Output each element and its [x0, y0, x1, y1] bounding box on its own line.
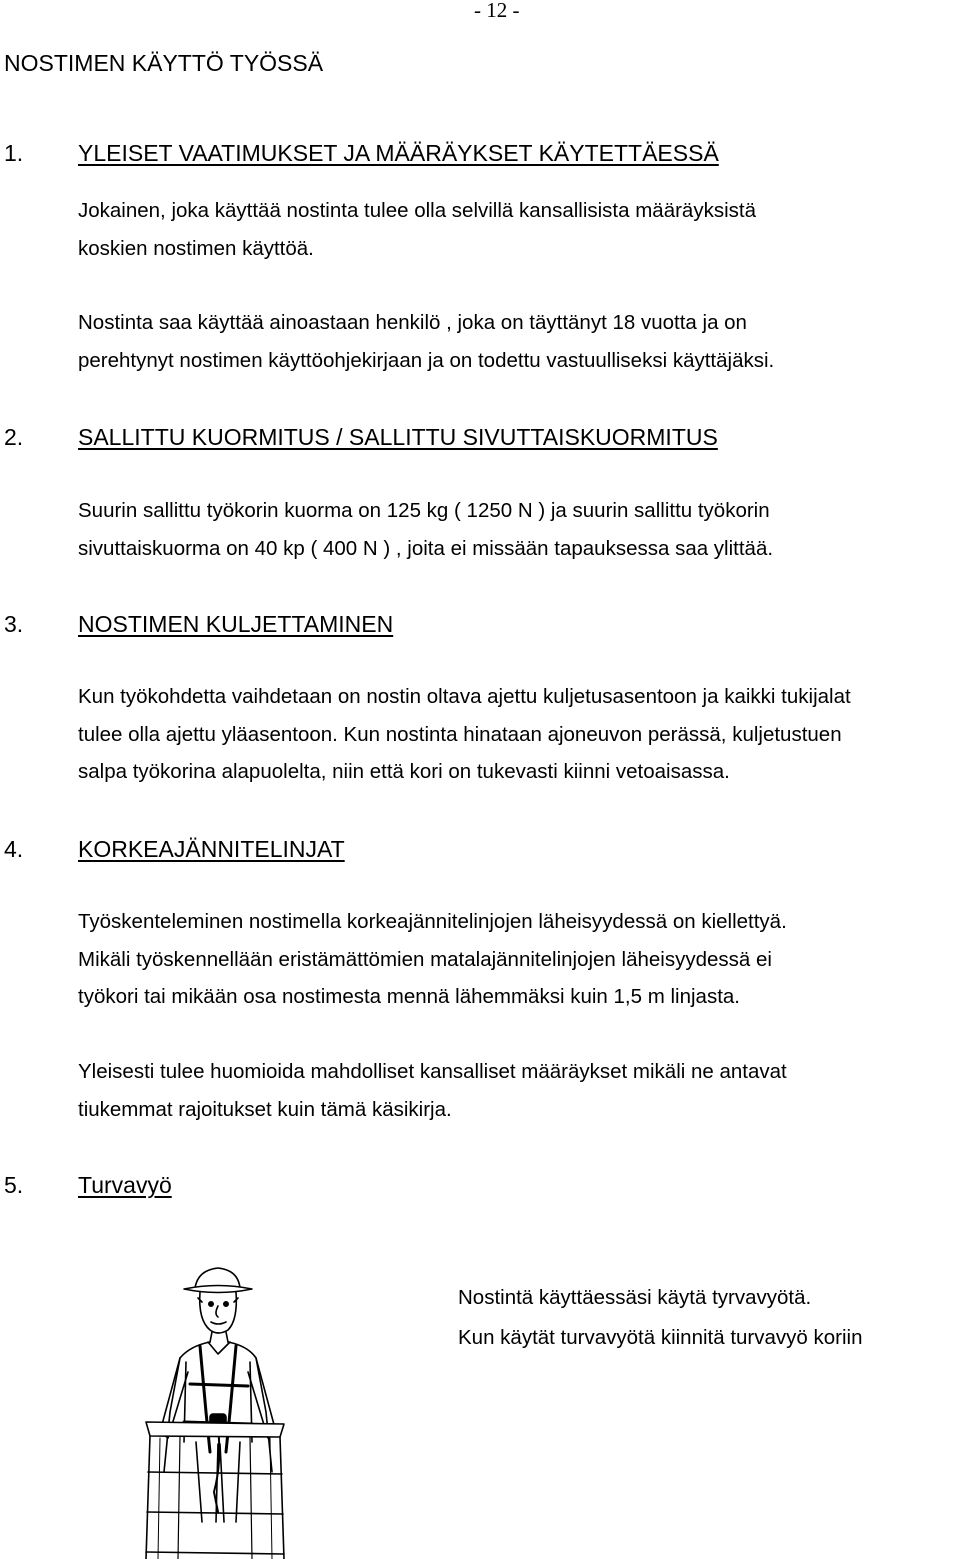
section-title: NOSTIMEN KULJETTAMINEN	[78, 611, 394, 637]
text-line: salpa työkorina alapuolelta, niin että kori on tukevasti kiinni vetoaisassa.	[78, 760, 730, 783]
section-title: KORKEAJÄNNITELINJAT	[78, 836, 345, 862]
caption-line: Nostintä käyttäessäsi käytä tyrvavyötä.	[458, 1286, 812, 1309]
section-4-paragraph-1	[78, 903, 787, 1016]
section-2-heading	[4, 424, 904, 454]
text-line: tiukemmat rajoitukset kuin tämä käsikirja.	[78, 1097, 452, 1121]
text-line: työkori tai mikään osa nostimesta mennä lähemmäksi kuin 1,5 m linjasta.	[78, 985, 740, 1008]
section-number: 4.	[4, 836, 24, 862]
text-line: Yleisesti tulee huomioida mahdolliset kansalliset määräykset mikäli ne antavat	[78, 1060, 787, 1083]
section-number: 5.	[4, 1172, 24, 1198]
text-line: Jokainen, joka käyttää nostinta tulee olla selvillä kansallisista määräyksistä	[78, 199, 756, 222]
page-number: - 12 -	[474, 0, 520, 22]
illustration-caption	[458, 1278, 863, 1358]
worker-in-harness-illustration	[140, 1262, 290, 1559]
section-5-heading	[4, 1172, 904, 1202]
section-3-heading	[4, 611, 904, 641]
text-line: sivuttaiskuorma on 40 kp ( 400 N ) , joita ei missään tapauksessa saa ylittää.	[78, 536, 774, 560]
section-number: 1.	[4, 140, 24, 166]
text-line: koskien nostimen käyttöä.	[78, 236, 314, 260]
document-title: NOSTIMEN KÄYTTÖ TYÖSSÄ	[4, 50, 324, 76]
section-1-paragraph-1	[78, 192, 756, 267]
section-1-paragraph-2	[78, 304, 774, 379]
section-1-heading	[4, 140, 904, 170]
section-title: Turvavyö	[78, 1172, 172, 1198]
section-title: YLEISET VAATIMUKSET JA MÄÄRÄYKSET KÄYTETTÄESSÄ	[78, 140, 719, 166]
section-title: SALLITTU KUORMITUS / SALLITTU SIVUTTAISKUORMITUS	[78, 424, 718, 450]
section-number: 2.	[4, 424, 24, 450]
section-4-paragraph-2	[78, 1053, 787, 1128]
section-number: 3.	[4, 611, 24, 637]
section-2-paragraph	[78, 492, 773, 567]
section-4-heading	[4, 836, 904, 866]
section-3-paragraph	[78, 678, 851, 791]
text-line: Nostinta saa käyttää ainoastaan henkilö , joka on täyttänyt 18 vuotta ja on	[78, 311, 747, 334]
text-line: perehtynyt nostimen käyttöohjekirjaan ja on todettu vastuulliseksi käyttäjäksi.	[78, 348, 775, 372]
text-line: Kun työkohdetta vaihdetaan on nostin oltava ajettu kuljetusasentoon ja kaikki tukijalat	[78, 685, 851, 708]
text-line: Suurin sallittu työkorin kuorma on 125 kg ( 1250 N ) ja suurin sallittu työkorin	[78, 499, 770, 522]
caption-line: Kun käytät turvavyötä kiinnitä turvavyö koriin	[458, 1326, 863, 1349]
text-line: Mikäli työskennellään eristämättömien matalajännitelinjojen läheisyydessä ei	[78, 947, 772, 971]
text-line: tulee olla ajettu yläasentoon. Kun nostinta hinataan ajoneuvon perässä, kuljetustuen	[78, 722, 842, 746]
text-line: Työskenteleminen nostimella korkeajännitelinjojen läheisyydessä on kiellettyä.	[78, 910, 787, 933]
